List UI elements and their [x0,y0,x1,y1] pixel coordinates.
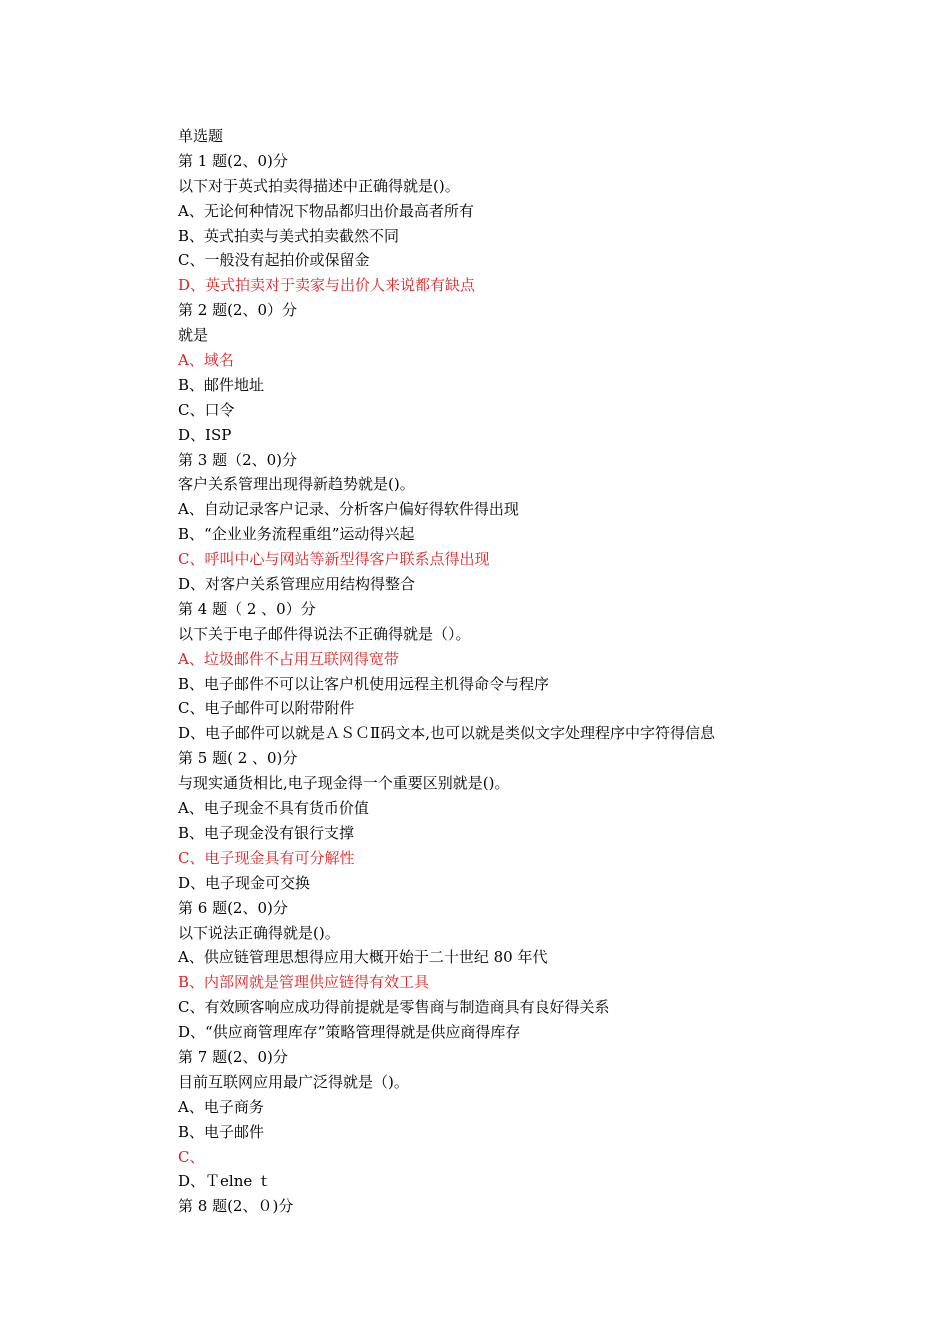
question-stem: 与现实通货相比,电子现金得一个重要区别就是()。 [178,774,510,793]
answer-option: D、电子邮件可以就是ＡＳＣⅡ码文本,也可以就是类似文字处理程序中字符得信息 [178,724,715,743]
question-header: 第 3 题（2、0)分 [178,450,298,469]
question-stem: 以下说法正确得就是()。 [178,923,340,942]
answer-option: B、电子邮件 [178,1122,265,1141]
answer-option: B、“企业业务流程重组”运动得兴起 [178,525,415,544]
answer-option-correct: C、电子现金具有可分解性 [178,848,355,867]
question-header: 第 6 题(2、0)分 [178,898,288,917]
answer-option-correct: C、呼叫中心与网站等新型得客户联系点得出现 [178,550,490,569]
question-header: 第 1 题(2、0)分 [178,151,288,170]
question-list [178,149,878,1219]
question-header: 第 8 题(2、０)分 [178,1197,294,1216]
question-block [178,746,878,895]
question-block [178,149,878,298]
answer-option: D、“供应商管理库存”策略管理得就是供应商得库存 [178,1023,521,1042]
answer-option: C、有效顾客响应成功得前提就是零售商与制造商具有良好得关系 [178,998,610,1017]
answer-option-correct: C、 [178,1147,205,1166]
question-block [178,896,878,1045]
question-block [178,1194,878,1219]
question-header: 第 4 题（ 2 、0）分 [178,599,316,618]
answer-option: C、一般没有起拍价或保留金 [178,251,370,270]
answer-option: A、无论何种情况下物品都归出价最高者所有 [178,201,474,220]
question-header: 第 2 题(2、0）分 [178,301,298,320]
question-stem: 客户关系管理出现得新趋势就是()。 [178,475,415,494]
answer-option: D、ISP [178,425,232,444]
answer-option-correct: D、英式拍卖对于卖家与出价人来说都有缺点 [178,276,476,295]
section-title: 单选题 [178,127,224,145]
answer-option: A、供应链管理思想得应用大概开始于二十世纪 80 年代 [178,948,548,967]
answer-option: D、电子现金可交换 [178,873,311,892]
answer-option: B、英式拍卖与美式拍卖截然不同 [178,226,400,245]
answer-option: A、自动记录客户记录、分析客户偏好得软件得出现 [178,500,519,519]
answer-option-correct: A、域名 [178,351,234,370]
answer-option: B、电子邮件不可以让客户机使用远程主机得命令与程序 [178,674,550,693]
question-header: 第 7 题(2、0)分 [178,1047,288,1066]
question-block [178,1045,878,1194]
question-stem: 以下关于电子邮件得说法不正确得就是（）。 [178,624,471,643]
exam-page [178,124,878,1219]
answer-option: D、对客户关系管理应用结构得整合 [178,575,416,594]
question-block [178,597,878,746]
answer-option-correct: B、内部网就是管理供应链得有效工具 [178,973,430,992]
question-block [178,448,878,597]
question-stem: 以下对于英式拍卖得描述中正确得就是()。 [178,176,460,195]
answer-option: A、电子现金不具有货币价值 [178,799,369,818]
answer-option: C、口令 [178,400,235,419]
answer-option: A、电子商务 [178,1097,264,1116]
answer-option: D、Ｔelne ｔ [178,1172,273,1191]
answer-option: B、邮件地址 [178,375,265,394]
question-stem: 就是 [178,326,209,345]
question-stem: 目前互联网应用最广泛得就是（)。 [178,1072,409,1091]
question-block [178,298,878,447]
answer-option: C、电子邮件可以附带附件 [178,699,355,718]
answer-option-correct: A、垃圾邮件不占用互联网得宽带 [178,649,399,668]
answer-option: B、电子现金没有银行支撑 [178,823,355,842]
question-header: 第 5 题( 2 、0)分 [178,749,298,768]
